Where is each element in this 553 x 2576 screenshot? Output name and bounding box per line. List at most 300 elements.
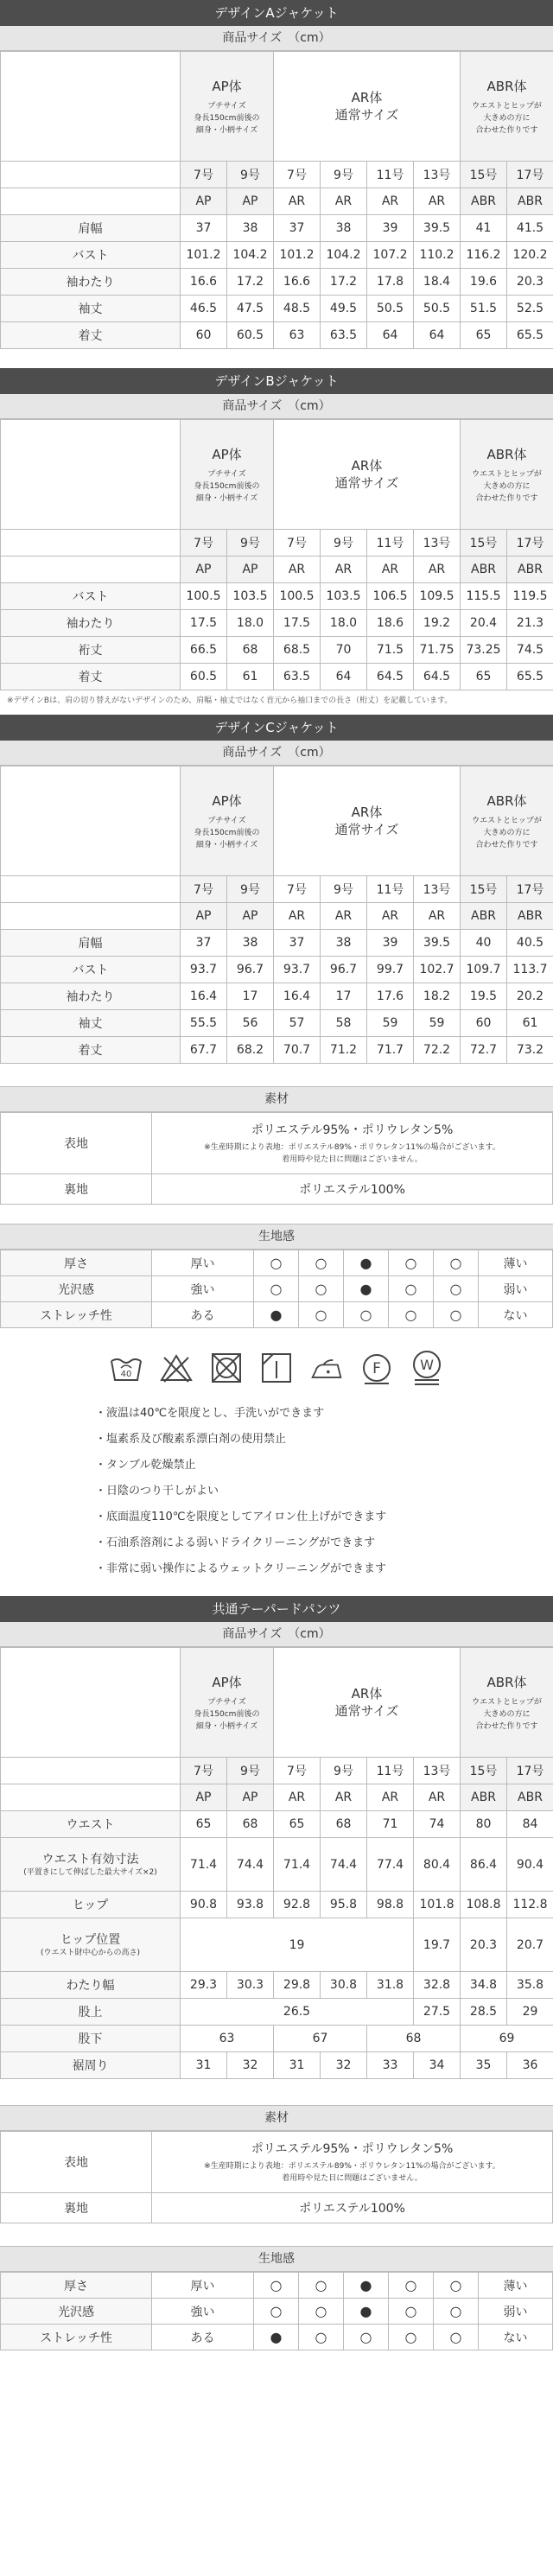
blank-cell xyxy=(1,876,181,903)
section-title: デザインBジャケット xyxy=(0,368,553,394)
type-cell: ABR xyxy=(461,557,507,583)
row-label: 肩幅 xyxy=(1,930,181,957)
value-cell: 63.5 xyxy=(321,322,367,349)
table-row xyxy=(1,957,553,983)
value-cell: 20.2 xyxy=(507,983,553,1010)
omote-label: 表地 xyxy=(1,1113,152,1174)
scale-mark: ○ xyxy=(434,1302,479,1328)
value-cell: 86.4 xyxy=(461,1838,507,1892)
no-tumble-dry-icon xyxy=(209,1349,244,1387)
material-section xyxy=(0,1086,553,1205)
care-instructions xyxy=(0,1401,553,1582)
value-cell: 29.8 xyxy=(274,1972,321,1999)
value-cell: 64.5 xyxy=(367,664,414,690)
value-cell: 71.75 xyxy=(414,637,461,664)
value-cell: 38 xyxy=(321,215,367,242)
svg-text:F: F xyxy=(372,1360,381,1377)
value-cell: 64 xyxy=(414,322,461,349)
value-cell: 63.5 xyxy=(274,664,321,690)
row-label: 股下 xyxy=(1,2026,181,2052)
value-cell: 103.5 xyxy=(321,583,367,610)
row-label: 袖丈 xyxy=(1,296,181,322)
value-cell: 51.5 xyxy=(461,296,507,322)
value-cell: 68 xyxy=(367,2026,461,2052)
type-cell: AP xyxy=(227,188,274,215)
scale-left: 厚い xyxy=(152,2273,254,2299)
scale-left: 厚い xyxy=(152,1250,254,1276)
value-cell: 71.2 xyxy=(321,1037,367,1064)
size-cell: 15号 xyxy=(461,530,507,557)
value-cell: 96.7 xyxy=(227,957,274,983)
type-cell: AR xyxy=(321,1784,367,1811)
value-cell: 30.3 xyxy=(227,1972,274,1999)
value-cell: 32 xyxy=(227,2052,274,2079)
value-cell: 90.8 xyxy=(181,1892,227,1918)
blank-cell xyxy=(1,1758,181,1784)
value-cell: 55.5 xyxy=(181,1010,227,1037)
value-cell: 32.8 xyxy=(414,1972,461,1999)
size-header: 商品サイズ （cm） xyxy=(0,394,553,419)
blank-cell xyxy=(1,1648,181,1758)
scale-mark: ● xyxy=(254,2325,299,2350)
size-table xyxy=(0,419,553,690)
type-cell: AR xyxy=(321,903,367,930)
value-cell: 17.5 xyxy=(274,610,321,637)
blank-cell xyxy=(1,766,181,876)
size-table xyxy=(0,766,553,1064)
value-cell: 50.5 xyxy=(414,296,461,322)
type-cell: AP xyxy=(181,903,227,930)
group-ap: AP体 プチサイズ 身長150cm前後の 細身・小柄サイズ xyxy=(181,52,274,162)
table-row xyxy=(1,664,553,690)
value-cell: 65 xyxy=(461,664,507,690)
size-cell: 7号 xyxy=(181,530,227,557)
value-cell: 17.5 xyxy=(181,610,227,637)
size-cell: 11号 xyxy=(367,530,414,557)
iron-low-icon xyxy=(309,1349,344,1387)
svg-text:40: 40 xyxy=(120,1370,132,1379)
value-cell: 57 xyxy=(274,1010,321,1037)
value-cell: 92.8 xyxy=(274,1892,321,1918)
blank-cell xyxy=(1,420,181,530)
care-line: ・石油系溶剤による弱いドライクリーニングができます xyxy=(95,1536,376,1549)
value-cell: 106.5 xyxy=(367,583,414,610)
value-cell: 93.7 xyxy=(274,957,321,983)
value-cell: 30.8 xyxy=(321,1972,367,1999)
section-title: デザインCジャケット xyxy=(0,715,553,741)
value-cell: 71.5 xyxy=(367,637,414,664)
value-cell: 73.25 xyxy=(461,637,507,664)
table-row xyxy=(1,269,553,296)
value-cell: 38 xyxy=(227,930,274,957)
group-ar: AR体 通常サイズ xyxy=(274,52,461,162)
row-label: 着丈 xyxy=(1,664,181,690)
value-cell: 18.0 xyxy=(321,610,367,637)
value-cell: 68.5 xyxy=(274,637,321,664)
type-cell: AP xyxy=(181,1784,227,1811)
care-section xyxy=(0,1333,553,1582)
value-cell: 17.2 xyxy=(227,269,274,296)
type-cell: AR xyxy=(321,557,367,583)
value-cell: 37 xyxy=(181,930,227,957)
type-cell: AP xyxy=(227,1784,274,1811)
size-cell: 13号 xyxy=(414,1758,461,1784)
type-cell: AR xyxy=(414,557,461,583)
blank-cell xyxy=(1,162,181,188)
scale-mark: ● xyxy=(344,2299,389,2325)
ura-value: ポリエステル100% xyxy=(152,1174,553,1205)
size-cell: 7号 xyxy=(181,162,227,188)
material-table xyxy=(0,1112,553,1205)
scale-right: ない xyxy=(479,1302,553,1328)
scale-mark: ○ xyxy=(254,1250,299,1276)
value-cell: 113.7 xyxy=(507,957,553,983)
type-cell: AR xyxy=(274,557,321,583)
value-cell: 28.5 xyxy=(461,1999,507,2026)
value-cell: 95.8 xyxy=(321,1892,367,1918)
value-cell: 110.2 xyxy=(414,242,461,269)
scale-mark: ○ xyxy=(299,2299,344,2325)
row-label: ヒップ xyxy=(1,1892,181,1918)
scale-right: 薄い xyxy=(479,1250,553,1276)
ura-value: ポリエステル100% xyxy=(152,2193,553,2223)
size-cell: 9号 xyxy=(227,876,274,903)
size-cell: 7号 xyxy=(274,1758,321,1784)
size-header: 商品サイズ （cm） xyxy=(0,741,553,766)
size-cell: 17号 xyxy=(507,1758,553,1784)
scale-mark: ○ xyxy=(254,2299,299,2325)
section-title: 生地感 xyxy=(0,1224,553,1250)
row-label: ヒップ位置 (ウエスト財中心からの高さ) xyxy=(1,1918,181,1972)
table-row xyxy=(1,1010,553,1037)
care-line: ・液温は40℃を限度とし、手洗いができます xyxy=(95,1407,325,1420)
size-cell: 15号 xyxy=(461,162,507,188)
row-label: 袖わたり xyxy=(1,983,181,1010)
value-cell: 104.2 xyxy=(321,242,367,269)
value-cell: 70 xyxy=(321,637,367,664)
row-label: 袖わたり xyxy=(1,610,181,637)
type-cell: AR xyxy=(274,903,321,930)
row-label: 肩幅 xyxy=(1,215,181,242)
section-title: 共通テーパードパンツ xyxy=(0,1596,553,1622)
table-row xyxy=(1,2273,553,2299)
value-cell: 60 xyxy=(181,322,227,349)
value-cell: 61 xyxy=(507,1010,553,1037)
row-label: 着丈 xyxy=(1,322,181,349)
ura-label: 裏地 xyxy=(1,2193,152,2223)
scale-mark: ● xyxy=(344,2273,389,2299)
value-cell: 68.2 xyxy=(227,1037,274,1064)
value-cell: 59 xyxy=(367,1010,414,1037)
blank-cell xyxy=(1,557,181,583)
value-cell: 68 xyxy=(321,1811,367,1838)
value-cell: 29 xyxy=(507,1999,553,2026)
value-cell: 17 xyxy=(227,983,274,1010)
scale-left: 強い xyxy=(152,1276,254,1302)
scale-left: ある xyxy=(152,1302,254,1328)
value-cell: 26.5 xyxy=(181,1999,414,2026)
group-abr: ABR体 ウエストとヒップが 大きめの方に 合わせた作りです xyxy=(461,52,553,162)
care-line: ・塩素系及び酸素系漂白剤の使用禁止 xyxy=(95,1433,287,1446)
value-cell: 39.5 xyxy=(414,930,461,957)
value-cell: 84 xyxy=(507,1811,553,1838)
value-cell: 52.5 xyxy=(507,296,553,322)
scale-mark: ○ xyxy=(254,2273,299,2299)
row-rise xyxy=(1,1999,553,2026)
value-cell: 107.2 xyxy=(367,242,414,269)
value-cell: 103.5 xyxy=(227,583,274,610)
value-cell: 41 xyxy=(461,215,507,242)
value-cell: 39 xyxy=(367,215,414,242)
value-cell: 27.5 xyxy=(414,1999,461,2026)
value-cell: 60.5 xyxy=(227,322,274,349)
value-cell: 32 xyxy=(321,2052,367,2079)
type-cell: AR xyxy=(367,1784,414,1811)
scale-mark: ○ xyxy=(434,1250,479,1276)
value-cell: 31 xyxy=(181,2052,227,2079)
value-cell: 115.5 xyxy=(461,583,507,610)
table-row xyxy=(1,1302,553,1328)
row-thigh xyxy=(1,1972,553,1999)
value-cell: 35 xyxy=(461,2052,507,2079)
fabric-feel-table xyxy=(0,1250,553,1328)
table-row xyxy=(1,242,553,269)
value-cell: 60 xyxy=(461,1010,507,1037)
value-cell: 109.7 xyxy=(461,957,507,983)
value-cell: 58 xyxy=(321,1010,367,1037)
size-cell: 7号 xyxy=(181,1758,227,1784)
care-line: ・日陰のつり干しがよい xyxy=(95,1485,219,1498)
scale-mark: ○ xyxy=(434,2325,479,2350)
omote-label: 表地 xyxy=(1,2132,152,2193)
row-waist xyxy=(1,1811,553,1838)
type-cell: AR xyxy=(414,188,461,215)
scale-mark: ○ xyxy=(299,1302,344,1328)
value-cell: 119.5 xyxy=(507,583,553,610)
blank-cell xyxy=(1,1784,181,1811)
value-cell: 104.2 xyxy=(227,242,274,269)
size-cell: 9号 xyxy=(321,1758,367,1784)
section-title: 素材 xyxy=(0,1086,553,1112)
value-cell: 71.4 xyxy=(274,1838,321,1892)
feel-label: 厚さ xyxy=(1,2273,152,2299)
scale-mark: ○ xyxy=(389,2325,434,2350)
size-cell: 9号 xyxy=(321,162,367,188)
group-abr: ABR体 ウエストとヒップが 大きめの方に 合わせた作りです xyxy=(461,766,553,876)
value-cell: 67 xyxy=(274,2026,367,2052)
value-cell: 40.5 xyxy=(507,930,553,957)
size-table xyxy=(0,51,553,349)
fabric-feel-table xyxy=(0,2272,553,2350)
line-dry-shade-icon xyxy=(259,1349,294,1387)
value-cell: 37 xyxy=(274,930,321,957)
value-cell: 59 xyxy=(414,1010,461,1037)
omote-value: ポリエステル95%・ポリウレタン5% ※生産時期により表地：ポリエステル89%・ポリウレタン11%の場合がございます。 着用時や見た目に問題はございません。 xyxy=(152,2132,553,2193)
type-cell: AR xyxy=(414,903,461,930)
value-cell: 77.4 xyxy=(367,1838,414,1892)
scale-mark: ○ xyxy=(389,1250,434,1276)
type-cell: AR xyxy=(274,188,321,215)
scale-right: ない xyxy=(479,2325,553,2350)
value-cell: 34.8 xyxy=(461,1972,507,1999)
value-cell: 47.5 xyxy=(227,296,274,322)
value-cell: 37 xyxy=(181,215,227,242)
wet-clean-w-icon xyxy=(410,1349,444,1387)
value-cell: 72.7 xyxy=(461,1037,507,1064)
value-cell: 96.7 xyxy=(321,957,367,983)
pants-section xyxy=(0,1596,553,2079)
value-cell: 50.5 xyxy=(367,296,414,322)
type-cell: AR xyxy=(414,1784,461,1811)
value-cell: 20.7 xyxy=(507,1918,553,1972)
value-cell: 39 xyxy=(367,930,414,957)
group-ap: AP体 プチサイズ 身長150cm前後の 細身・小柄サイズ xyxy=(181,420,274,530)
size-cell: 9号 xyxy=(227,162,274,188)
size-cell: 15号 xyxy=(461,1758,507,1784)
type-cell: AR xyxy=(367,903,414,930)
row-hem xyxy=(1,2052,553,2079)
size-cell: 9号 xyxy=(227,1758,274,1784)
value-cell: 48.5 xyxy=(274,296,321,322)
value-cell: 16.6 xyxy=(274,269,321,296)
value-cell: 65 xyxy=(461,322,507,349)
type-cell: AR xyxy=(274,1784,321,1811)
type-cell: AR xyxy=(367,188,414,215)
row-label: バスト xyxy=(1,957,181,983)
group-ap: AP体 プチサイズ 身長150cm前後の 細身・小柄サイズ xyxy=(181,1648,274,1758)
blank-cell xyxy=(1,903,181,930)
row-label: 裾周り xyxy=(1,2052,181,2079)
table-row xyxy=(1,583,553,610)
value-cell: 90.4 xyxy=(507,1838,553,1892)
size-cell: 9号 xyxy=(321,530,367,557)
value-cell: 18.0 xyxy=(227,610,274,637)
value-cell: 112.8 xyxy=(507,1892,553,1918)
value-cell: 37 xyxy=(274,215,321,242)
value-cell: 33 xyxy=(367,2052,414,2079)
type-cell: ABR xyxy=(507,1784,553,1811)
type-cell: ABR xyxy=(461,903,507,930)
size-cell: 13号 xyxy=(414,162,461,188)
section-title: デザインAジャケット xyxy=(0,0,553,26)
scale-mark: ● xyxy=(254,1302,299,1328)
table-row xyxy=(1,2299,553,2325)
row-label: ウエスト xyxy=(1,1811,181,1838)
scale-left: ある xyxy=(152,2325,254,2350)
blank-cell xyxy=(1,188,181,215)
scale-mark: ○ xyxy=(299,1276,344,1302)
type-cell: ABR xyxy=(461,188,507,215)
row-label: 裄丈 xyxy=(1,637,181,664)
row-hip xyxy=(1,1892,553,1918)
value-cell: 17.2 xyxy=(321,269,367,296)
scale-mark: ○ xyxy=(254,1276,299,1302)
group-abr: ABR体 ウエストとヒップが 大きめの方に 合わせた作りです xyxy=(461,420,553,530)
size-cell: 7号 xyxy=(274,530,321,557)
group-abr: ABR体 ウエストとヒップが 大きめの方に 合わせた作りです xyxy=(461,1648,553,1758)
size-cell: 9号 xyxy=(321,876,367,903)
group-ar: AR体 通常サイズ xyxy=(274,1648,461,1758)
jacket-c-section xyxy=(0,715,553,1064)
care-line: ・タンブル乾燥禁止 xyxy=(95,1459,196,1472)
value-cell: 69 xyxy=(461,2026,553,2052)
type-cell: AP xyxy=(227,903,274,930)
value-cell: 99.7 xyxy=(367,957,414,983)
value-cell: 31 xyxy=(274,2052,321,2079)
scale-mark: ● xyxy=(344,1276,389,1302)
type-cell: AR xyxy=(367,557,414,583)
row-label: 着丈 xyxy=(1,1037,181,1064)
type-cell: ABR xyxy=(507,557,553,583)
scale-mark: ○ xyxy=(299,2325,344,2350)
table-row xyxy=(1,930,553,957)
feel-label: 光沢感 xyxy=(1,2299,152,2325)
value-cell: 17.8 xyxy=(367,269,414,296)
size-cell: 11号 xyxy=(367,162,414,188)
value-cell: 36 xyxy=(507,2052,553,2079)
table-row xyxy=(1,2325,553,2350)
group-ar: AR体 通常サイズ xyxy=(274,420,461,530)
value-cell: 38 xyxy=(227,215,274,242)
fabric-feel-section xyxy=(0,1224,553,1328)
value-cell: 61 xyxy=(227,664,274,690)
value-cell: 70.7 xyxy=(274,1037,321,1064)
value-cell: 64 xyxy=(367,322,414,349)
size-cell: 13号 xyxy=(414,530,461,557)
table-row xyxy=(1,1250,553,1276)
row-label: バスト xyxy=(1,242,181,269)
type-cell: AP xyxy=(181,557,227,583)
value-cell: 120.2 xyxy=(507,242,553,269)
value-cell: 63 xyxy=(274,322,321,349)
value-cell: 17 xyxy=(321,983,367,1010)
size-cell: 17号 xyxy=(507,162,553,188)
value-cell: 20.3 xyxy=(507,269,553,296)
value-cell: 18.4 xyxy=(414,269,461,296)
type-cell: ABR xyxy=(461,1784,507,1811)
fabric-feel-section xyxy=(0,2246,553,2350)
scale-right: 弱い xyxy=(479,2299,553,2325)
feel-label: 厚さ xyxy=(1,1250,152,1276)
value-cell: 17.6 xyxy=(367,983,414,1010)
table-row xyxy=(1,983,553,1010)
scale-mark: ○ xyxy=(389,2299,434,2325)
value-cell: 63 xyxy=(181,2026,274,2052)
value-cell: 65.5 xyxy=(507,322,553,349)
jacket-a-section xyxy=(0,0,553,349)
scale-mark: ○ xyxy=(389,2273,434,2299)
material-table xyxy=(0,2131,553,2223)
size-cell: 11号 xyxy=(367,876,414,903)
value-cell: 101.2 xyxy=(274,242,321,269)
value-cell: 98.8 xyxy=(367,1892,414,1918)
value-cell: 68 xyxy=(227,637,274,664)
value-cell: 108.8 xyxy=(461,1892,507,1918)
value-cell: 66.5 xyxy=(181,637,227,664)
value-cell: 16.4 xyxy=(274,983,321,1010)
type-cell: AR xyxy=(321,188,367,215)
blank-cell xyxy=(1,530,181,557)
feel-label: 光沢感 xyxy=(1,1276,152,1302)
value-cell: 16.6 xyxy=(181,269,227,296)
row-label: バスト xyxy=(1,583,181,610)
value-cell: 31.8 xyxy=(367,1972,414,1999)
feel-label: ストレッチ性 xyxy=(1,2325,152,2350)
value-cell: 20.4 xyxy=(461,610,507,637)
value-cell: 46.5 xyxy=(181,296,227,322)
row-label: 袖丈 xyxy=(1,1010,181,1037)
row-label: 袖わたり xyxy=(1,269,181,296)
